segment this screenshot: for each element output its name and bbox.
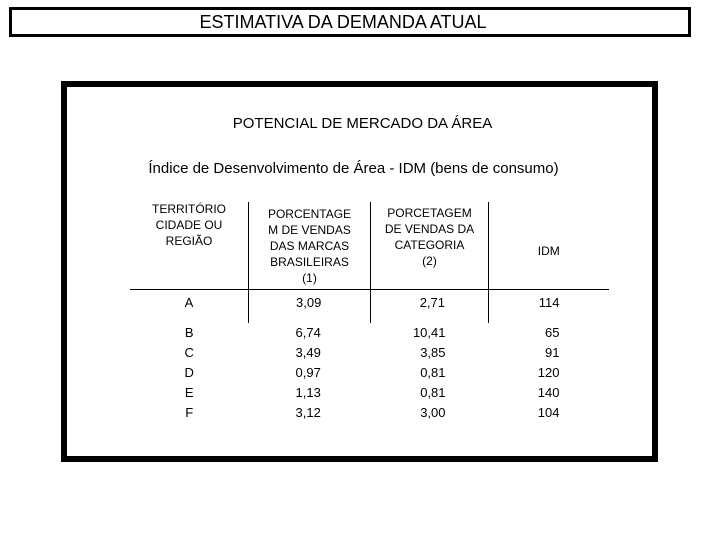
- index-title: [67, 160, 652, 177]
- cell-category-pct: 0,81: [420, 364, 446, 380]
- header-line: PORCETAGEM: [387, 206, 472, 221]
- cell-territory: F: [185, 404, 194, 420]
- cell-brand-pct: 6,74: [295, 324, 321, 340]
- header-line: (1): [302, 271, 317, 286]
- cell-idm: 140: [537, 384, 560, 400]
- cell-category-pct: 10,41: [412, 324, 446, 340]
- cell-idm: 120: [537, 364, 560, 380]
- table-header-row: [130, 202, 609, 289]
- table-row: [130, 383, 609, 403]
- page-title: ESTIMATIVA DA DEMANDA ATUAL: [199, 11, 487, 32]
- header-line: (2): [422, 254, 437, 269]
- header-idm: [489, 202, 609, 289]
- market-potential-panel: [61, 81, 658, 462]
- cell-territory: D: [184, 364, 194, 380]
- header-line: CATEGORIA: [394, 238, 465, 253]
- cell-brand-pct: 3,09: [249, 289, 371, 323]
- header-category-sales-pct: [371, 202, 489, 289]
- cell-territory: E: [184, 384, 194, 400]
- header-line: REGIÃO: [165, 234, 213, 249]
- header-line: DAS MARCAS: [269, 239, 350, 254]
- cell-brand-pct: 3,12: [295, 404, 321, 420]
- panel-subtitle: [67, 115, 652, 132]
- header-line: M DE VENDAS: [268, 223, 351, 238]
- cell-idm: 114: [538, 294, 560, 310]
- table-row: [130, 343, 609, 363]
- cell-category-pct: 2,71: [371, 289, 489, 323]
- header-brand-sales-pct: [249, 202, 371, 289]
- cell-idm: 65: [545, 324, 560, 340]
- header-line: BRASILEIRAS: [270, 255, 349, 270]
- cell-idm: 104: [537, 404, 560, 420]
- cell-brand-pct: 0,97: [295, 364, 321, 380]
- idm-table: [130, 202, 609, 423]
- cell-territory: B: [184, 324, 194, 340]
- header-line: PORCENTAGE: [267, 207, 352, 222]
- table-row: [130, 323, 609, 343]
- cell-territory: A: [130, 289, 249, 323]
- header-line: CIDADE OU: [155, 218, 223, 233]
- cell-category-pct: 3,85: [420, 344, 446, 360]
- header-line: DE VENDAS DA: [384, 222, 475, 237]
- index-title-text: Índice de Desenvolvimento de Área - IDM (bens de consumo): [148, 160, 559, 177]
- table-row: [130, 403, 609, 423]
- cell-territory: C: [184, 344, 194, 360]
- header-line: IDM: [537, 244, 560, 259]
- cell-category-pct: 0,81: [420, 384, 446, 400]
- cell-category-pct: 3,00: [420, 404, 446, 420]
- title-banner: [9, 7, 691, 37]
- cell-brand-pct: 1,13: [295, 384, 321, 400]
- table-row: [130, 363, 609, 383]
- header-territory: [130, 202, 249, 289]
- cell-brand-pct: 3,49: [295, 344, 321, 360]
- cell-idm: 91: [545, 344, 560, 360]
- header-line: TERRITÓRIO: [152, 202, 226, 217]
- table-row: [130, 289, 609, 323]
- panel-subtitle-text: POTENCIAL DE MERCADO DA ÁREA: [232, 115, 493, 132]
